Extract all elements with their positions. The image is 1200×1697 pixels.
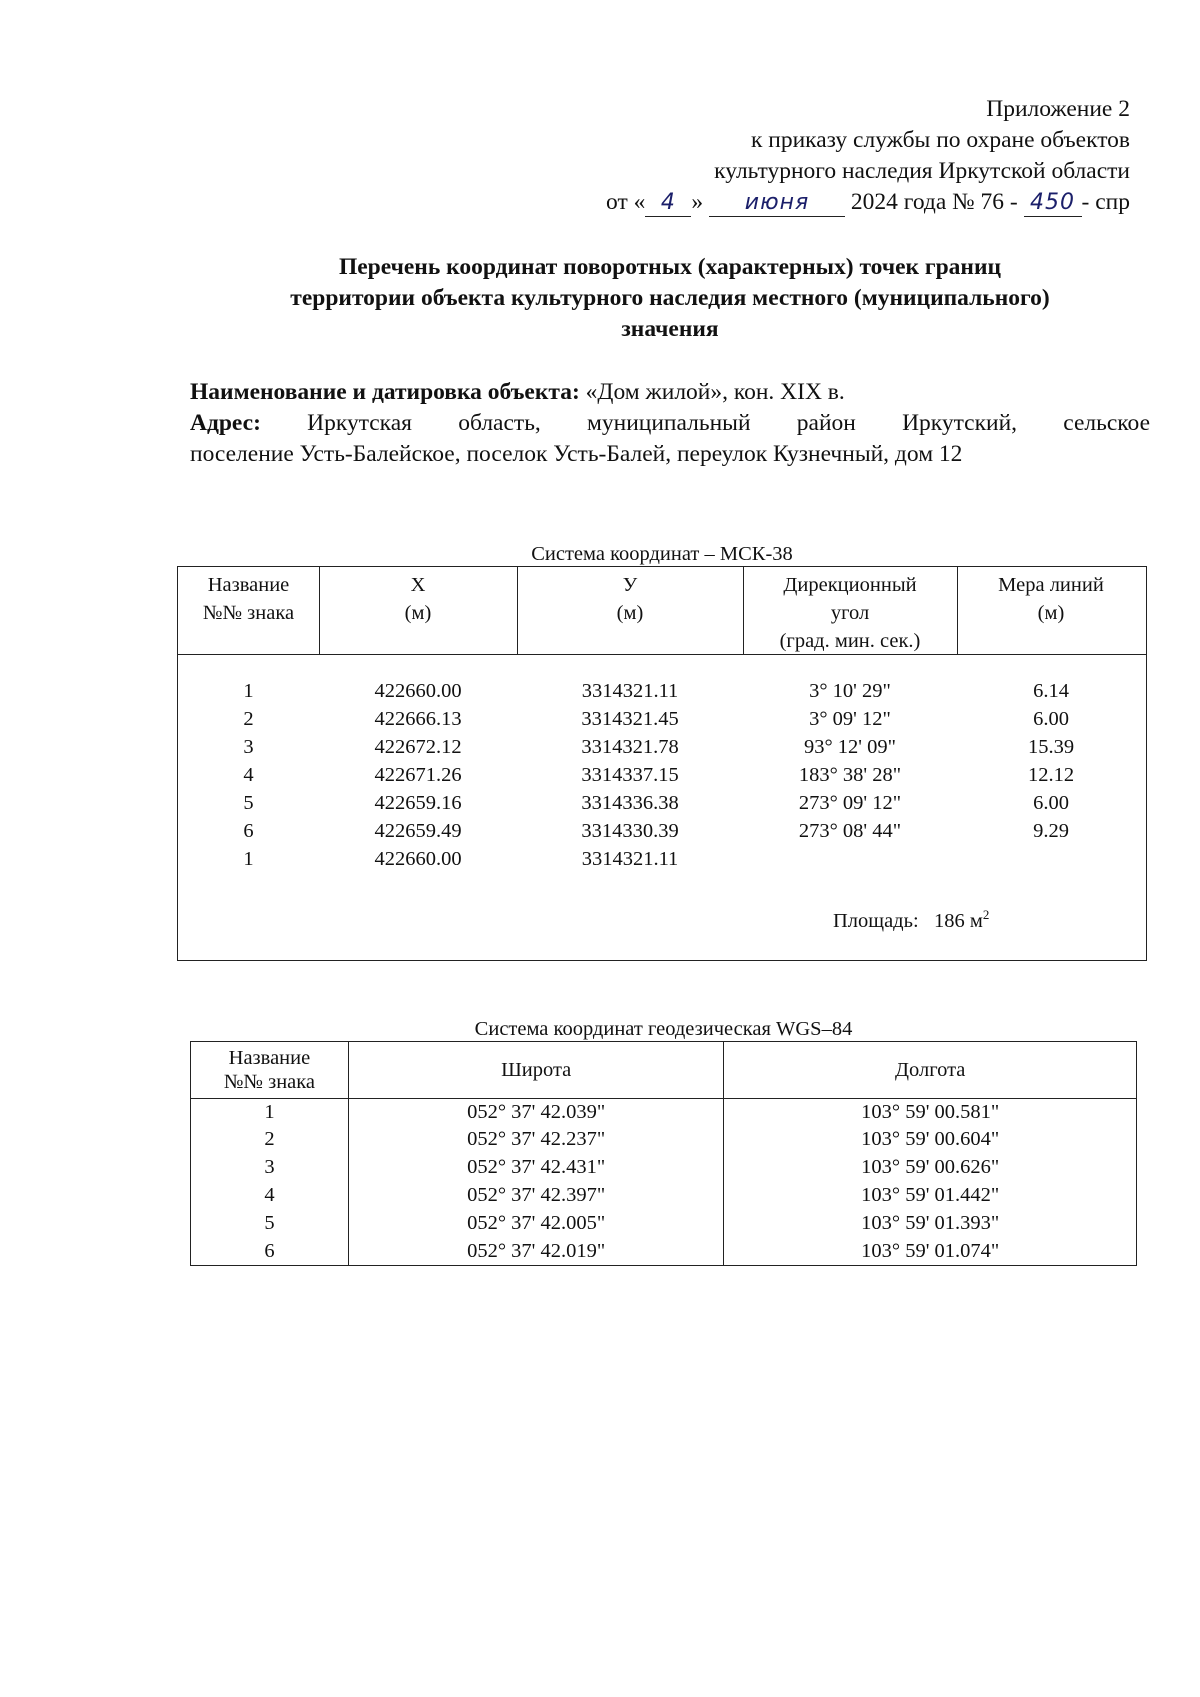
- y-value: 3314321.11: [581, 680, 679, 702]
- longitude-value: 103° 59' 00.581": [724, 1099, 1137, 1126]
- table-row: [191, 1209, 1137, 1237]
- area-unit-exponent: 2: [982, 907, 990, 922]
- table1-header-point: [178, 567, 319, 654]
- header-text: У: [622, 574, 638, 596]
- table2-header-point: [191, 1042, 349, 1099]
- angle-value: 3° 10' 29": [809, 680, 891, 702]
- point-number: 3: [191, 1153, 349, 1181]
- latitude-value: 052° 37' 42.005": [348, 1209, 724, 1237]
- x-value: 422671.26: [374, 764, 462, 786]
- order-reference-line: к приказу службы по охране объектов: [750, 127, 1130, 153]
- title-line-2: территории объекта культурного наследия местного (муниципального): [290, 285, 1050, 311]
- table1-header-length: [957, 567, 1145, 654]
- table-row: [191, 1099, 1137, 1126]
- object-name-line: [190, 377, 1150, 408]
- longitude-value: 103° 59' 00.604": [724, 1125, 1137, 1153]
- latitude-value: 052° 37' 42.019": [348, 1237, 724, 1266]
- point-number: 5: [191, 1209, 349, 1237]
- length-value: 6.00: [1033, 792, 1069, 814]
- y-value: 3314330.39: [581, 820, 679, 842]
- point-number: 1: [191, 1099, 349, 1126]
- point-number: 3: [243, 736, 254, 758]
- wgs84-coordinates-table: [190, 1041, 1137, 1266]
- table-row: [178, 677, 1146, 705]
- header-text: (град. мин. сек.): [779, 630, 921, 652]
- handwritten-number: 450: [1030, 190, 1076, 215]
- order-date-line: [606, 187, 1130, 218]
- table2-header-latitude: Широта: [348, 1042, 724, 1099]
- area-summary: [833, 907, 989, 933]
- table-row: [191, 1181, 1137, 1209]
- angle-value: 93° 12' 09": [803, 736, 896, 758]
- header-text: Название: [228, 1047, 311, 1069]
- length-value: 6.14: [1033, 680, 1069, 702]
- latitude-value: 052° 37' 42.237": [348, 1125, 724, 1153]
- date-quote-close: »: [691, 189, 704, 215]
- header-text: №№ знака: [202, 602, 295, 624]
- document-title: [190, 252, 1150, 345]
- length-value: 12.12: [1027, 764, 1075, 786]
- angle-value: 273° 09' 12": [798, 792, 902, 814]
- x-value: 422659.16: [374, 792, 462, 814]
- latitude-value: 052° 37' 42.431": [348, 1153, 724, 1181]
- table-row: [178, 761, 1146, 789]
- address-line-2: поселение Усть-Балейское, поселок Усть-Балей, переулок Кузнечный, дом 12: [190, 441, 963, 467]
- handwritten-day: 4: [660, 190, 676, 215]
- table2-header-longitude: Долгота: [724, 1042, 1137, 1099]
- table-row: [178, 705, 1146, 733]
- header-text: №№ знака: [223, 1071, 316, 1093]
- table-row: [191, 1125, 1137, 1153]
- y-value: 3314321.78: [581, 736, 679, 758]
- object-name-value: «Дом жилой», кон. XIX в.: [585, 379, 845, 405]
- table1-header: [178, 567, 1146, 655]
- y-value: 3314336.38: [581, 792, 679, 814]
- area-value: 186 м: [934, 910, 983, 932]
- header-text: Название: [207, 574, 290, 596]
- address-text-1: Иркутская область, муниципальный район Иркутский, сельское: [307, 410, 1150, 436]
- angle-value: 3° 09' 12": [809, 708, 891, 730]
- header-text: Мера линий: [998, 574, 1104, 596]
- year-and-order-number: 2024 года № 76 -: [850, 189, 1018, 215]
- latitude-value: 052° 37' 42.039": [348, 1099, 724, 1126]
- point-number: 2: [191, 1125, 349, 1153]
- header-text: (м): [616, 602, 644, 624]
- address-line-1: [190, 408, 1150, 439]
- x-value: 422659.49: [374, 820, 462, 842]
- longitude-value: 103° 59' 00.626": [724, 1153, 1137, 1181]
- month-blank: [709, 189, 845, 217]
- x-value: 422672.12: [374, 736, 462, 758]
- table-row: [191, 1153, 1137, 1181]
- table-row: [178, 845, 1146, 873]
- point-number: 1: [243, 848, 254, 870]
- point-number: 2: [243, 708, 254, 730]
- table-row: [191, 1237, 1137, 1266]
- table2-caption: Система координат геодезическая WGS–84: [474, 1018, 853, 1040]
- table-row: [178, 789, 1146, 817]
- handwritten-month: июня: [744, 190, 810, 215]
- table-row: [178, 817, 1146, 845]
- appendix-number: Приложение 2: [986, 96, 1130, 122]
- point-number: 6: [191, 1237, 349, 1266]
- address-label: Адрес:: [190, 410, 261, 436]
- point-number: 4: [191, 1181, 349, 1209]
- header-text: угол: [830, 602, 870, 624]
- longitude-value: 103° 59' 01.442": [724, 1181, 1137, 1209]
- length-value: 9.29: [1033, 820, 1069, 842]
- longitude-value: 103° 59' 01.393": [724, 1209, 1137, 1237]
- y-value: 3314337.15: [581, 764, 679, 786]
- length-value: 6.00: [1033, 708, 1069, 730]
- point-number: 4: [243, 764, 254, 786]
- date-prefix: от «: [606, 189, 646, 215]
- table1-caption: Система координат – МСК-38: [531, 543, 793, 565]
- header-text: Х: [410, 574, 426, 596]
- appendix-header: [606, 94, 1130, 218]
- header-text: (м): [404, 602, 432, 624]
- x-value: 422660.00: [374, 848, 462, 870]
- title-line-1: Перечень координат поворотных (характерных) точек границ: [338, 254, 1002, 280]
- y-value: 3314321.11: [581, 848, 679, 870]
- longitude-value: 103° 59' 01.074": [724, 1237, 1137, 1266]
- point-number: 5: [243, 792, 254, 814]
- table-row: [178, 733, 1146, 761]
- x-value: 422666.13: [374, 708, 462, 730]
- number-blank: [1024, 189, 1082, 217]
- object-name-label: Наименование и датировка объекта:: [190, 379, 580, 405]
- latitude-value: 052° 37' 42.397": [348, 1181, 724, 1209]
- length-value: 15.39: [1027, 736, 1075, 758]
- table2-header: [191, 1042, 1137, 1099]
- table1-header-y: [517, 567, 743, 654]
- agency-name-line: культурного наследия Иркутской области: [714, 158, 1130, 184]
- day-blank: [645, 189, 691, 217]
- order-suffix: - спр: [1081, 189, 1130, 215]
- angle-value: 183° 38' 28": [798, 764, 902, 786]
- point-number: 1: [243, 680, 254, 702]
- header-text: (м): [1037, 602, 1065, 624]
- x-value: 422660.00: [374, 680, 462, 702]
- angle-value: 273° 08' 44": [798, 820, 902, 842]
- table1-header-x: [319, 567, 517, 654]
- y-value: 3314321.45: [581, 708, 679, 730]
- point-number: 6: [243, 820, 254, 842]
- area-label: Площадь:: [833, 910, 919, 932]
- header-text: Дирекционный: [783, 574, 917, 596]
- table1-header-angle: [743, 567, 957, 654]
- msk38-coordinates-table: [177, 566, 1147, 961]
- title-line-3: значения: [621, 316, 719, 342]
